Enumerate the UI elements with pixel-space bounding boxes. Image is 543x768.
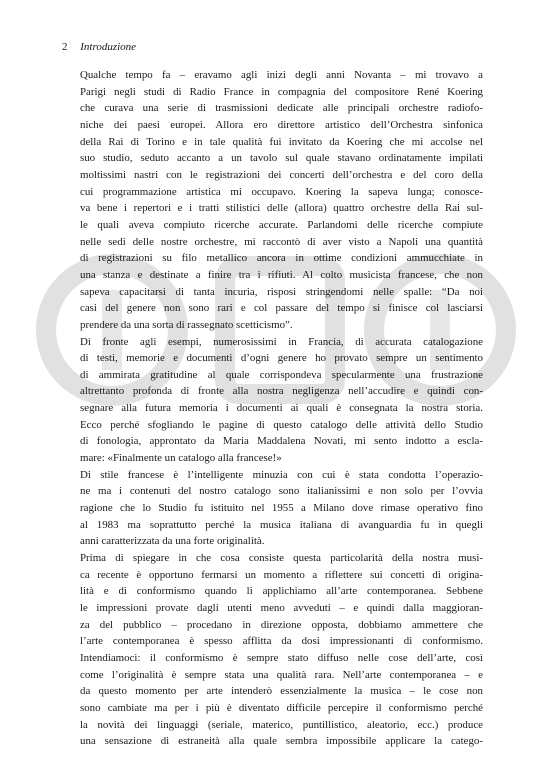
text-line: le impressioni provate dagli utenti meno avveduti – e quindi dalla maggioran- <box>80 602 483 614</box>
text-line: al 1983 ma soprattutto perché la musica italiana di avanguardia fu in quegli <box>80 518 483 531</box>
text-line: segnare alla futura memoria i documenti ai quali è consegnata la nostra storia. <box>80 402 483 415</box>
text-line: Parigi negli studi di Radio France in compagnia del compositore René Koering <box>80 85 483 98</box>
text-line: Intendiamoci: il conformismo è sempre stato diffuso nelle cose dell’arte, così <box>80 651 483 664</box>
text-line: za del pubblico – procedano in direzione opposta, dobbiamo ammettere che <box>80 618 483 631</box>
text-line: sono cambiate ma per i più è diventato difficile percepire il conformismo perché <box>80 701 483 714</box>
text-line: Di fronte agli esempi, numerosissimi in Francia, di accurata catalogazione <box>80 335 483 348</box>
text-line: che curava una serie di trasmissioni dedicate alle principali orchestre radiofo- <box>80 102 483 115</box>
text-line: lità e di conformismo quando li applichiamo all’arte contemporanea. Sebbene <box>80 585 483 598</box>
text-line: una sensazione di estraneità alla quale sembra impossibile applicare la catego- <box>80 735 483 748</box>
paragraph-4 <box>62 550 483 750</box>
text-line: di fonologia, approntato da Maria Maddalena Novati, mi sento indotto a escla- <box>80 435 483 448</box>
text-line: la novità dei linguaggi (seriale, materico, puntillistico, aleatorio, ecc.) produce <box>80 718 483 731</box>
text-line: di ammirata gratitudine al quale corrispondeva specularmente una frustrazione <box>80 368 483 381</box>
text-line: va bene i repertori e i tratti stilistici delle (allora) quattro orchestre della Rai sul- <box>80 202 483 215</box>
text-line: moltissimi nastri con le registrazioni dei concerti dell’orchestra e del coro della <box>80 168 483 181</box>
chapter-title: Introduzione <box>80 41 137 53</box>
text-line: altrettanto profonda di fronte alla nostra negligenza nell’accudire e quindi con- <box>80 385 483 398</box>
text-line: Prima di spiegare in che cosa consiste questa particolarità della nostra musi- <box>80 552 483 565</box>
running-header <box>62 40 136 54</box>
text-line: mare: «Finalmente un catalogo alla francese!» <box>80 452 282 465</box>
text-line: prendere da una sorta di rassegnato scetticismo”. <box>80 318 293 331</box>
paragraph-3 <box>62 467 483 550</box>
text-line: le quali aveva compiuto ricerche accurate. Parlandomi delle ricerche compiute <box>80 218 483 231</box>
paragraph-2 <box>62 334 483 467</box>
text-line: cui programmazione artistica mi occupavo. Koering la sapeva lunga; conosce- <box>80 185 483 198</box>
text-line: ca recente è opportuno fermarsi un momento a riflettere sui concetti di origina- <box>80 568 483 581</box>
text-line: ne ma i contenuti del nostro catalogo sono italianissimi e non solo per l’ovvia <box>80 485 483 498</box>
paragraph-1 <box>62 67 483 334</box>
text-line: niche dei paesi europei. Allora ero direttore artistico dell’Orchestra sinfonica <box>80 118 483 131</box>
text-line: Qualche tempo fa – eravamo agli inizi degli anni Novanta – mi trovavo a <box>80 69 483 81</box>
text-line: l’arte contemporanea è spesso afflitta da dosi impressionanti di conformismo. <box>80 635 483 648</box>
text-line: da questo momento per arte intenderò essenzialmente la musica – le cose non <box>80 685 483 698</box>
text-line: come l’originalità è sempre stata una qualità rara. Nell’arte contemporanea – e <box>80 668 483 681</box>
page-number: 2 <box>62 41 68 53</box>
text-line: nelle sedi delle nostre orchestre, mi raccontò di aver visto a Napoli una quantità <box>80 235 483 248</box>
text-line: anni caratterizzata da una forte originalità. <box>80 535 265 548</box>
text-line: casi del genere non sono rari e col passare del tempo si finisce col lasciarsi <box>80 302 483 315</box>
text-line: ragione che lo Studio fu istituito nel 1955 a Milano dove rimase operativo fino <box>80 502 483 515</box>
text-line: sapeva capacitarsi di tanta incuria, risposi stringendomi nelle spalle: “Da noi <box>80 285 483 298</box>
text-line: di testi, memorie e documenti d’ogni genere ho provato sempre un sentimento <box>80 352 483 365</box>
text-line: della Rai di Torino e in tale qualità fui invitato da Koering che mi accolse nel <box>80 135 483 148</box>
text-line: Di stile francese è l’intelligente minuzia con cui è stata condotta l’operazio- <box>80 468 483 481</box>
text-line: di registrazioni su filo metallico ancora in ottime condizioni ammucchiate in <box>80 252 483 265</box>
text-line: suo studio, seduto accanto a un tavolo sul quale stavano ordinatamente impilati <box>80 152 483 165</box>
text-line: Ecco perché sfogliando le pagine di questo catalogo delle attività dello Studio <box>80 418 483 431</box>
text-line: una stanza e destinate a finire tra i rifiuti. Al colto musicista francese, che non <box>80 268 483 281</box>
body-text <box>62 67 483 750</box>
